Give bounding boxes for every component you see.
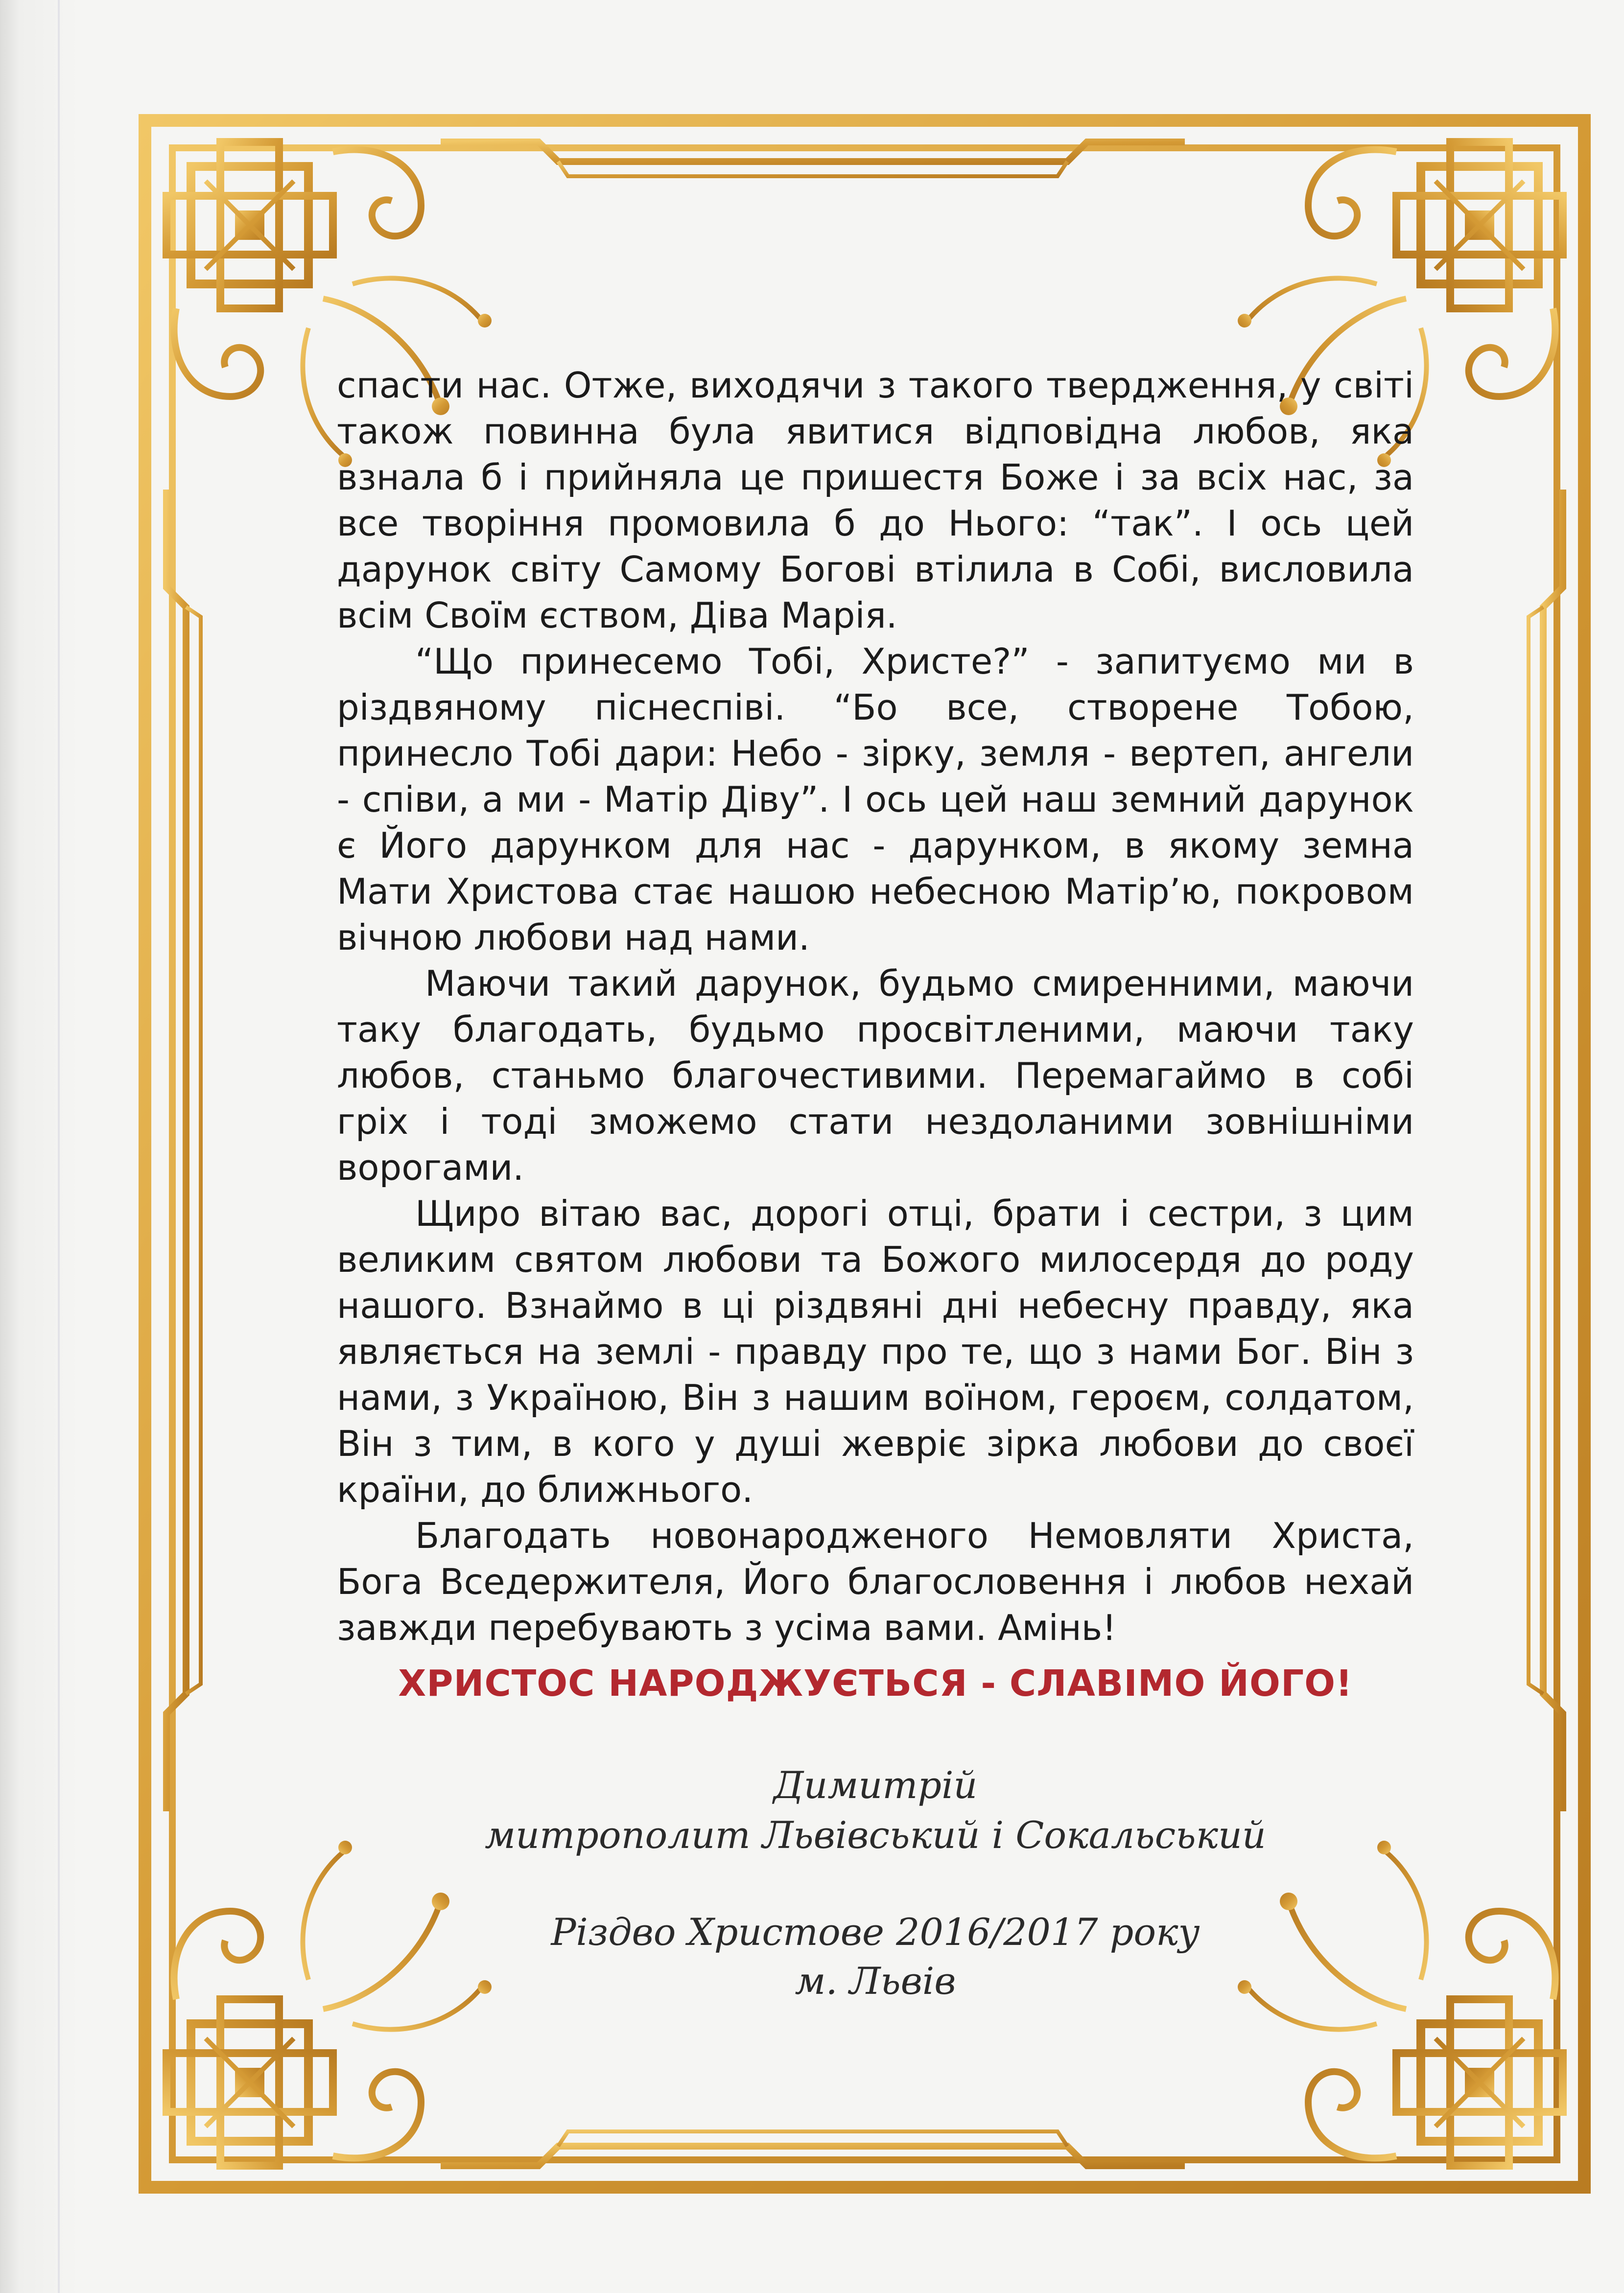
signature-date: Різдво Христове 2016/2017 року [551,1910,1200,1954]
signature-city: м. Львів [795,1959,956,2003]
letter-body [337,362,1414,1651]
paragraph-1: спасти нас. Отже, виходячи з такого твердження, у світі також повинна була явитися відповідна любов, яка взнала б і прийняла це пришестя Боже і за всіх нас, за все творіння промовила б до Нього: “так”. І ось цей дарунок світу Самому Богові втілила в Собі, висловила всім Своїм єством, Діва Марія. [337,365,1414,636]
christmas-greeting: ХРИСТОС НАРОДЖУЄТЬСЯ - СЛАВІМО ЙОГО! [398,1662,1353,1705]
signature-name: Димитрій [773,1763,978,1807]
paragraph-5: Благодать новонародженого Немовляти Христа, Бога Вседержителя, Його благословення і любов нехай завжди перебувають з усіма вами. Амінь! [337,1515,1414,1648]
paragraph-3: Маючи такий дарунок, будьмо смиренними, маючи таку благодать, будьмо просвітленими, маючи таку любов, станьмо благочестивими. Перемагаймо в собі гріх і тоді зможемо стати нездоланими зовнішніми ворогами. [337,963,1414,1188]
paragraph-2: “Що принесемо Тобі, Христе?” - запитуємо ми в різдвяному піснеспіві. “Бо все, створене Тобою, принесло Тобі дари: Небо - зірку, земля - вертеп, ангели - співи, а ми - Матір Діву”. І ось цей наш земний дарунок є Його дарунком для нас - дарунком, в якому земна Мати Христова стає нашою небесною Матір’ю, покровом вічною любови над нами. [337,641,1414,958]
paragraph-4: Щиро вітаю вас, дорогі отці, брати і сестри, з цим великим святом любови та Божого милосердя до роду нашого. Взнаймо в ці різдвяні дні небесну правду, яка являється на землі - правду про те, що з нами Бог. Він з нами, з Україною, Він з нашим воїном, героєм, солдатом, Він з тим, в кого у душі жевріє зірка любови до своєї країни, до ближнього. [337,1193,1414,1510]
signature-title: митрополит Львівський і Сокальський [485,1813,1266,1857]
